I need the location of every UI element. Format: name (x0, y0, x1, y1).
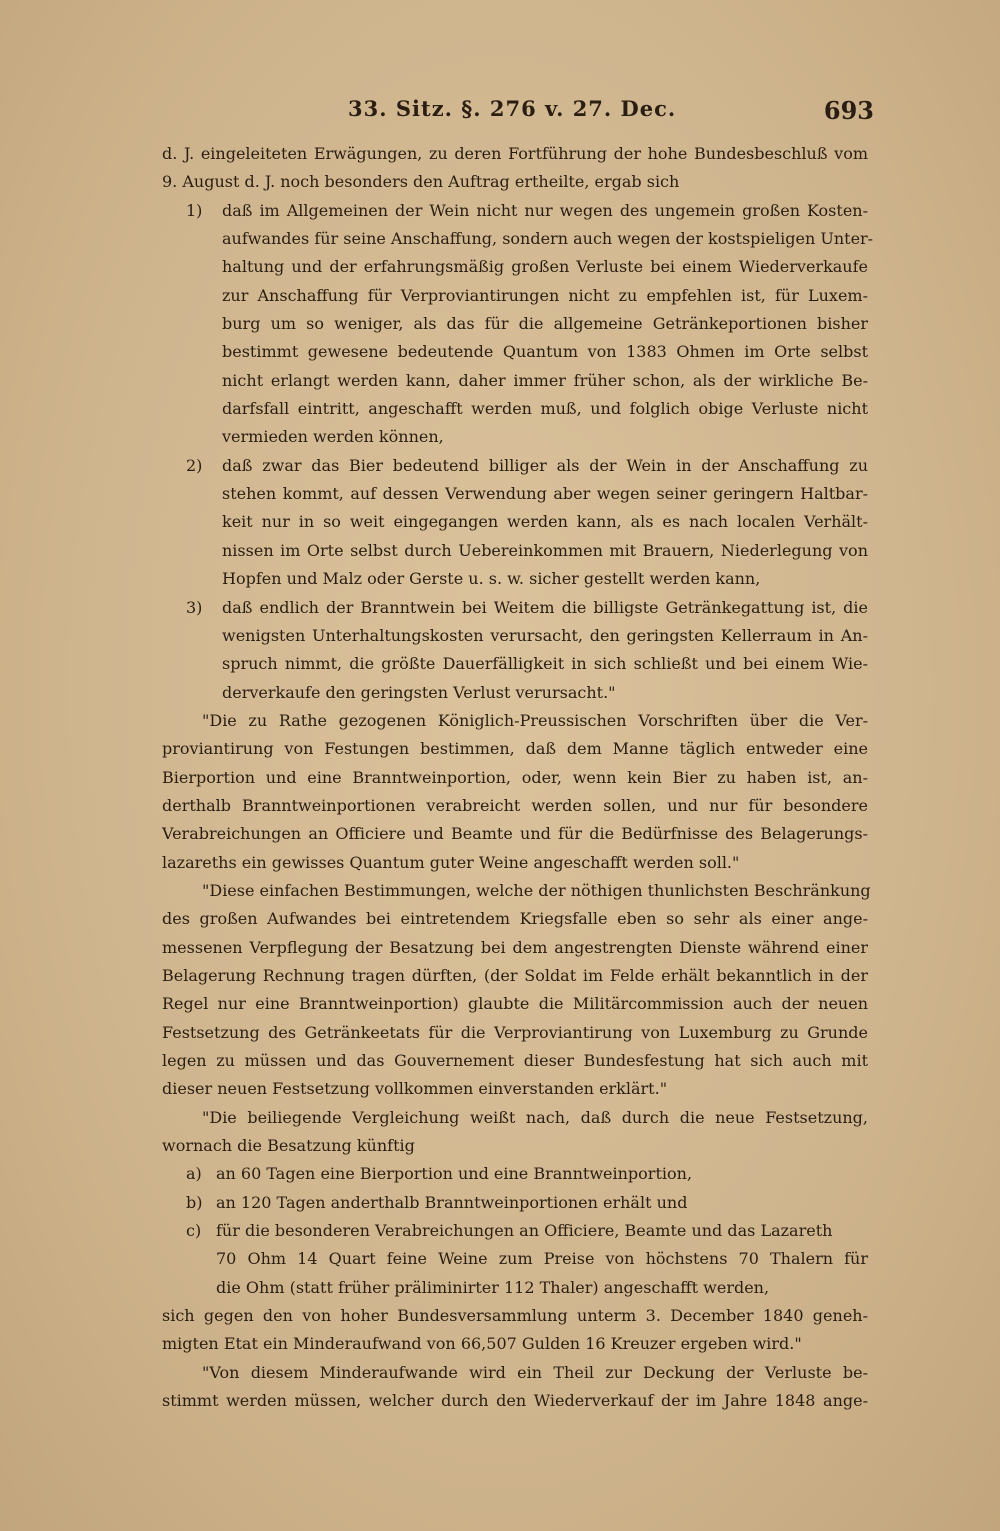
list-marker: 2) (186, 455, 203, 475)
line-text: für die besonderen Verabreichungen an Officiere, Beamte und das Lazareth (216, 1221, 833, 1241)
text-line (0, 1160, 1000, 1188)
line-text: d. J. eingeleiteten Erwägungen, zu deren Fortführung der hohe Bundesbeschluß vom (162, 144, 868, 163)
line-text: legen zu müssen und das Gouvernement dieser Bundesfestung hat sich auch mit (162, 1051, 868, 1070)
line-text: daß im Allgemeinen der Wein nicht nur wegen des ungemein großen Kosten- (222, 200, 868, 220)
line-text: derthalb Branntweinportionen verabreicht werden sollen, und nur für besondere (162, 795, 868, 815)
text-line (0, 877, 1000, 905)
line-text: wenigsten Unterhaltungskosten verursacht, den geringsten Kellerraum in An- (222, 625, 868, 645)
text-line (0, 934, 1000, 962)
text-line (0, 480, 1000, 508)
line-text: sich gegen den von hoher Bundesversammlung unterm 3. December 1840 geneh- (162, 1306, 868, 1326)
text-line (0, 1075, 1000, 1103)
line-text: Verabreichungen an Officiere und Beamte und für die Bedürfnisse des Belagerungs- (162, 824, 868, 844)
list-marker: 1) (186, 200, 203, 220)
line-text: vermieden werden können, (222, 427, 444, 447)
line-text: messenen Verpflegung der Besatzung bei dem angestrengten Dienste während einer (162, 937, 868, 957)
line-text: wornach die Besatzung künftig (162, 1136, 415, 1156)
text-line (0, 253, 1000, 281)
line-text: an 60 Tagen eine Bierportion und eine Branntweinportion, (216, 1164, 693, 1184)
text-line (0, 310, 1000, 338)
line-text: an 120 Tagen anderthalb Branntweinportionen erhält und (216, 1192, 688, 1212)
text-line (0, 1104, 1000, 1132)
header-title: 33. Sitz. §. 276 v. 27. Dec. (348, 96, 677, 121)
text-line (0, 679, 1000, 707)
text-line (0, 225, 1000, 253)
list-marker: b) (186, 1192, 203, 1212)
line-text: darfsfall eintritt, angeschafft werden muß, und folglich obige Verluste nicht (222, 399, 868, 419)
line-text: dieser neuen Festsetzung vollkommen einverstanden erklärt." (162, 1079, 668, 1099)
line-text: bestimmt gewesene bedeutende Quantum von 1383 Ohmen im Orte selbst (222, 342, 868, 362)
text-line (0, 1387, 1000, 1415)
text-line (0, 140, 1000, 168)
line-text: die Ohm (statt früher präliminirter 112 Thaler) angeschafft werden, (216, 1277, 770, 1297)
text-line (0, 622, 1000, 650)
line-text: 70 Ohm 14 Quart feine Weine zum Preise von höchstens 70 Thalern für (216, 1249, 868, 1269)
line-text: Regel nur eine Branntweinportion) glaubte die Militärcommission auch der neuen (162, 994, 868, 1014)
line-text: aufwandes für seine Anschaffung, sondern auch wegen der kostspieligen Unter- (222, 229, 874, 249)
line-text: nicht erlangt werden kann, daher immer früher schon, als der wirkliche Be- (222, 370, 868, 390)
text-line (0, 197, 1000, 225)
running-header (0, 96, 1000, 132)
line-text: proviantirung von Festungen bestimmen, daß dem Manne täglich entweder eine (162, 739, 868, 759)
page-number: 693 (823, 96, 874, 125)
text-line (0, 735, 1000, 763)
document-body (0, 140, 1000, 1415)
text-line (0, 452, 1000, 480)
text-line (0, 1189, 1000, 1217)
line-text: 9. August d. J. noch besonders den Auftrag ertheilte, ergab sich (162, 172, 680, 192)
text-line (0, 707, 1000, 735)
text-line (0, 1019, 1000, 1047)
line-text: "Die zu Rathe gezogenen Königlich-Preussischen Vorschriften über die Ver- (202, 710, 868, 730)
line-text: Hopfen und Malz oder Gerste u. s. w. sicher gestellt werden kann, (222, 569, 761, 589)
line-text: burg um so weniger, als das für die allgemeine Getränkeportionen bisher (222, 314, 868, 334)
text-line (0, 962, 1000, 990)
text-line (0, 1302, 1000, 1330)
line-text: Bierportion und eine Branntweinportion, oder, wenn kein Bier zu haben ist, an- (162, 767, 868, 787)
text-line (0, 594, 1000, 622)
line-text: "Von diesem Minderaufwande wird ein Theil zur Deckung der Verluste be- (202, 1362, 868, 1382)
text-line (0, 792, 1000, 820)
line-text: "Diese einfachen Bestimmungen, welche der nöthigen thunlichsten Beschränkung (202, 880, 871, 900)
text-line (0, 990, 1000, 1018)
text-line (0, 820, 1000, 848)
text-line (0, 367, 1000, 395)
list-marker: a) (186, 1164, 202, 1184)
line-text: Festsetzung des Getränkeetats für die Verproviantirung von Luxemburg zu Grunde (162, 1022, 868, 1042)
text-line (0, 395, 1000, 423)
text-line (0, 1217, 1000, 1245)
line-text: derverkaufe den geringsten Verlust verursacht." (222, 682, 616, 702)
line-text: lazareths ein gewisses Quantum guter Weine angeschafft werden soll." (162, 852, 740, 872)
text-line (0, 282, 1000, 310)
text-line (0, 650, 1000, 678)
text-line (0, 1132, 1000, 1160)
text-line (0, 423, 1000, 451)
line-text: "Die beiliegende Vergleichung weißt nach, daß durch die neue Festsetzung, (202, 1107, 868, 1127)
text-line (0, 1047, 1000, 1075)
line-text: daß zwar das Bier bedeutend billiger als der Wein in der Anschaffung zu (222, 455, 868, 475)
text-line (0, 1330, 1000, 1358)
text-line (0, 764, 1000, 792)
line-text: zur Anschaffung für Verproviantirungen nicht zu empfehlen ist, für Luxem- (222, 285, 868, 305)
text-line (0, 537, 1000, 565)
line-text: haltung und der erfahrungsmäßig großen Verluste bei einem Wiederverkaufe (222, 257, 868, 277)
text-line (0, 338, 1000, 366)
line-text: des großen Aufwandes bei eintretendem Kriegsfalle eben so sehr als einer ange- (162, 909, 868, 929)
list-marker: c) (186, 1221, 202, 1241)
line-text: daß endlich der Branntwein bei Weitem die billigste Getränkegattung ist, die (222, 597, 868, 617)
line-text: spruch nimmt, die größte Dauerfälligkeit in sich schließt und bei einem Wie- (222, 654, 868, 674)
text-line (0, 849, 1000, 877)
line-text: migten Etat ein Minderaufwand von 66,507 Gulden 16 Kreuzer ergeben wird." (162, 1334, 802, 1354)
line-text: keit nur in so weit eingegangen werden kann, als es nach localen Verhält- (222, 512, 868, 532)
text-line (0, 508, 1000, 536)
text-line (0, 168, 1000, 196)
line-text: Belagerung Rechnung tragen dürften, (der Soldat im Felde erhält bekanntlich in der (162, 965, 868, 985)
list-marker: 3) (186, 597, 203, 617)
text-line (0, 1274, 1000, 1302)
text-line (0, 1359, 1000, 1387)
text-line (0, 905, 1000, 933)
text-line (0, 1245, 1000, 1273)
line-text: nissen im Orte selbst durch Uebereinkommen mit Brauern, Niederlegung von (222, 540, 868, 560)
text-line (0, 565, 1000, 593)
line-text: stehen kommt, auf dessen Verwendung aber wegen seiner geringern Haltbar- (222, 484, 868, 504)
line-text: stimmt werden müssen, welcher durch den Wiederverkauf der im Jahre 1848 ange- (162, 1391, 868, 1411)
